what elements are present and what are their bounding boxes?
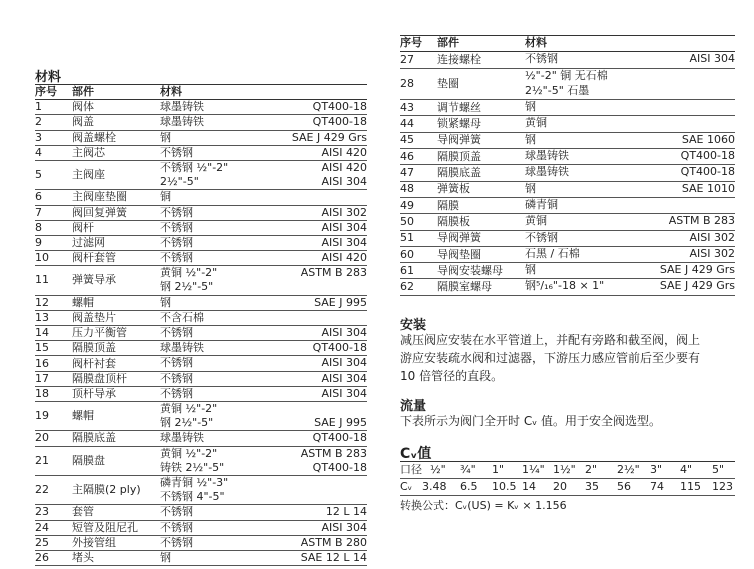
row-spec: AISI 304 <box>321 356 367 370</box>
row-part: 隔膜室螺母 <box>437 280 492 294</box>
table-row <box>35 356 367 371</box>
row-material: 黄铜 ½"-2" <box>160 266 218 280</box>
row-material: 铜 <box>160 190 171 204</box>
row-part: 调节螺丝 <box>437 100 481 114</box>
row-material: 黄铜 <box>525 116 547 130</box>
row-material: 黄铜 <box>525 214 547 228</box>
materials-table-right <box>400 35 735 296</box>
materials-table-left <box>35 84 367 566</box>
row-spec: SAE 1060 <box>681 132 735 146</box>
row-spec: AISI 420 <box>321 145 367 159</box>
row-num: 15 <box>35 341 49 355</box>
row-num: 16 <box>35 356 49 370</box>
install-title: 安装 <box>400 318 427 333</box>
row-material: 不锈钢 ½"-2" <box>160 160 229 174</box>
table-row <box>35 146 367 161</box>
table-row <box>400 149 735 165</box>
header-part: 部件 <box>72 85 94 98</box>
table-row <box>35 236 367 251</box>
cv-size: ½" <box>430 463 446 476</box>
table-row <box>35 161 367 190</box>
table-row <box>400 116 735 132</box>
row-num: 13 <box>35 310 49 324</box>
row-spec: SAE J 429 Grs <box>659 263 735 277</box>
table-row <box>35 296 367 311</box>
row-part: 主阀座垫圈 <box>72 190 127 204</box>
row-part: 阀杆套管 <box>72 251 116 265</box>
cv-value: 20 <box>553 480 567 493</box>
cv-value: 35 <box>585 480 599 493</box>
row-material: 钢 <box>525 181 536 195</box>
row-material: 球墨铸铁 <box>160 431 204 445</box>
row-num: 27 <box>400 52 414 66</box>
cv-table <box>400 461 735 496</box>
row-material: 不锈钢 <box>525 230 558 244</box>
row-num: 14 <box>35 326 49 340</box>
table-row <box>35 326 367 341</box>
table-row <box>35 551 367 566</box>
row-part: 隔膜板 <box>437 214 470 228</box>
row-part: 弹簧导承 <box>72 273 116 287</box>
row-part: 过滤网 <box>72 235 105 249</box>
row-spec: AISI 420 <box>321 251 367 265</box>
table-row <box>35 431 367 446</box>
table-row <box>400 133 735 149</box>
row-part: 主阀座 <box>72 168 105 182</box>
row-spec: AISI 302 <box>321 205 367 219</box>
row-spec: AISI 304 <box>321 386 367 400</box>
row-num: 8 <box>35 220 42 234</box>
row-material: 不锈钢 <box>160 535 193 549</box>
header-material: 材料 <box>160 85 182 98</box>
row-part: 导阀弹簧 <box>437 133 481 147</box>
row-material: 钢 <box>160 550 171 564</box>
row-num: 22 <box>35 483 49 497</box>
row-num: 28 <box>400 76 414 90</box>
row-num: 45 <box>400 133 414 147</box>
row-num: 1 <box>35 100 42 114</box>
row-num: 24 <box>35 520 49 534</box>
table-row <box>400 165 735 181</box>
table-row <box>35 521 367 536</box>
row-material: 不锈钢 <box>160 220 193 234</box>
cv-value: 74 <box>650 480 664 493</box>
header-material: 材料 <box>525 36 547 49</box>
row-material: 球墨铸铁 <box>525 165 569 179</box>
header-num: 序号 <box>35 85 57 98</box>
row-material: 钢 <box>525 263 536 277</box>
row-num: 9 <box>35 235 42 249</box>
table-row <box>35 221 367 236</box>
row-spec: SAE 1010 <box>681 181 735 195</box>
row-part: 阀盖 <box>72 115 94 129</box>
row-num: 43 <box>400 100 414 114</box>
row-num: 18 <box>35 386 49 400</box>
row-num: 47 <box>400 166 414 180</box>
table-row <box>35 476 367 505</box>
table-row <box>400 100 735 116</box>
install-line: 减压阀应安装在水平管道上，并配有旁路和截至阀，阀上 <box>400 333 701 347</box>
row-material: 不锈钢 <box>160 505 193 519</box>
row-part: 主阀芯 <box>72 145 105 159</box>
table-row <box>35 266 367 295</box>
row-part: 压力平衡管 <box>72 326 127 340</box>
row-num: 6 <box>35 190 42 204</box>
row-part: 隔膜顶盖 <box>437 149 481 163</box>
row-material: 石黑 / 石棉 <box>525 246 580 260</box>
row-material: 钢 <box>160 130 171 144</box>
row-part: 导阀垫圈 <box>437 247 481 261</box>
cv-value-label: Cᵥ <box>400 480 413 493</box>
table-row <box>400 214 735 230</box>
row-part: 螺帽 <box>72 295 94 309</box>
row-part: 导阀安装螺母 <box>437 263 503 277</box>
row-material: 钢 2½"-5" <box>160 416 214 430</box>
install-line: 游应安装疏水阀和过滤器，下游压力感应管前后至少要有 <box>400 351 701 365</box>
row-part: 垫圈 <box>437 76 459 90</box>
row-spec: AISI 302 <box>689 246 735 260</box>
table-row <box>35 341 367 356</box>
table-row <box>35 206 367 221</box>
row-part: 弹簧板 <box>437 182 470 196</box>
table-row <box>400 52 735 68</box>
install-text <box>400 331 700 385</box>
cv-formula: 转换公式：Cᵥ(US) = Kᵥ × 1.156 <box>400 499 567 512</box>
row-num: 5 <box>35 168 42 182</box>
cv-title: Cᵥ值 <box>400 446 432 462</box>
row-material: 不锈钢 <box>160 251 193 265</box>
row-part: 堵头 <box>72 550 94 564</box>
row-part: 隔膜 <box>437 198 459 212</box>
row-material: 不锈钢 <box>160 371 193 385</box>
row-part: 阀杆 <box>72 220 94 234</box>
cv-size: ¾" <box>460 463 476 476</box>
row-material: 球墨铸铁 <box>160 341 204 355</box>
header-part: 部件 <box>437 36 459 49</box>
row-spec: 12 L 14 <box>325 505 367 519</box>
row-material: 球墨铸铁 <box>525 149 569 163</box>
table-row <box>35 131 367 146</box>
cv-value: 3.48 <box>422 480 447 493</box>
row-part: 外接管组 <box>72 535 116 549</box>
row-part: 连接螺栓 <box>437 52 481 66</box>
row-spec: QT400-18 <box>312 115 367 129</box>
row-spec: QT400-18 <box>312 341 367 355</box>
row-material: 黄铜 ½"-2" <box>160 446 218 460</box>
cv-size: 1½" <box>553 463 576 476</box>
row-spec: AISI 304 <box>689 52 735 66</box>
row-spec: AISI 304 <box>321 326 367 340</box>
row-spec: ASTM B 283 <box>300 446 367 460</box>
row-spec: AISI 304 <box>321 371 367 385</box>
cv-size: 3" <box>650 463 663 476</box>
row-material: 磷青铜 <box>525 197 558 211</box>
cv-size-row <box>400 461 735 479</box>
table-row <box>35 100 367 115</box>
row-material: 不含石棉 <box>160 310 204 324</box>
row-num: 7 <box>35 205 42 219</box>
table-row <box>35 402 367 431</box>
row-num: 44 <box>400 117 414 131</box>
row-spec: SAE J 429 Grs <box>659 279 735 293</box>
row-part: 阀回复弹簧 <box>72 205 127 219</box>
row-material: 不锈钢 <box>160 326 193 340</box>
row-num: 10 <box>35 251 49 265</box>
row-material: 不锈钢 <box>160 386 193 400</box>
row-part: 套管 <box>72 505 94 519</box>
cv-value: 56 <box>617 480 631 493</box>
row-material: 不锈钢 4"-5" <box>160 490 225 504</box>
row-material: 钢 <box>160 295 171 309</box>
row-spec: AISI 302 <box>689 230 735 244</box>
row-material: 钢 <box>525 100 536 114</box>
table-row <box>35 447 367 476</box>
table-row <box>35 536 367 551</box>
row-material: 钢 <box>525 132 536 146</box>
cv-value-row <box>400 479 735 496</box>
row-num: 19 <box>35 409 49 423</box>
cv-size: 1¼" <box>522 463 545 476</box>
row-part: 阀盖垫片 <box>72 310 116 324</box>
row-num: 12 <box>35 295 49 309</box>
cv-value: 14 <box>522 480 536 493</box>
row-spec: AISI 420 <box>321 160 367 174</box>
cv-value: 6.5 <box>460 480 478 493</box>
row-material: 黄铜 ½"-2" <box>160 401 218 415</box>
row-num: 21 <box>35 453 49 467</box>
row-material: 不锈钢 <box>160 235 193 249</box>
row-material: 2½"-5" 石墨 <box>525 83 590 97</box>
row-part: 隔膜盘 <box>72 453 105 467</box>
table-row <box>35 115 367 130</box>
cv-size-label: 口径 <box>400 463 422 476</box>
cv-value: 10.5 <box>492 480 517 493</box>
row-spec: SAE 12 L 14 <box>300 550 367 564</box>
row-part: 顶杆导承 <box>72 386 116 400</box>
row-material: 不锈钢 <box>160 205 193 219</box>
row-part: 主隔膜(2 ply) <box>72 483 141 497</box>
flow-text: 下表所示为阀门全开时 Cᵥ 值。用于安全阀选型。 <box>400 414 662 428</box>
row-spec: AISI 304 <box>321 220 367 234</box>
row-material: 不锈钢 <box>160 520 193 534</box>
row-num: 2 <box>35 115 42 129</box>
row-material: 球墨铸铁 <box>160 100 204 114</box>
row-num: 17 <box>35 371 49 385</box>
cv-size: 1" <box>492 463 505 476</box>
header-num: 序号 <box>400 36 422 49</box>
row-spec: QT400-18 <box>680 149 735 163</box>
cv-size: 5" <box>712 463 725 476</box>
materials-title: 材料 <box>35 70 62 85</box>
row-spec: QT400-18 <box>312 100 367 114</box>
table-row <box>35 251 367 266</box>
table-row <box>400 69 735 101</box>
row-material: 磷青铜 ½"-3" <box>160 475 229 489</box>
row-num: 60 <box>400 247 414 261</box>
row-spec: ASTM B 280 <box>300 535 367 549</box>
row-material: 不锈钢 <box>160 145 193 159</box>
table-row <box>35 505 367 520</box>
row-material: 钢⁵/₁₆"-18 × 1" <box>525 279 605 293</box>
flow-title: 流量 <box>400 399 427 414</box>
row-num: 61 <box>400 263 414 277</box>
table-row <box>400 231 735 247</box>
table-row <box>400 198 735 214</box>
row-part: 隔膜盘顶杆 <box>72 371 127 385</box>
table-row <box>400 182 735 198</box>
install-line: 10 倍管径的直段。 <box>400 369 504 383</box>
row-num: 49 <box>400 198 414 212</box>
row-num: 46 <box>400 149 414 163</box>
row-num: 3 <box>35 130 42 144</box>
row-material: 钢 2½"-5" <box>160 280 214 294</box>
row-spec: SAE J 995 <box>314 416 367 430</box>
row-part: 螺帽 <box>72 409 94 423</box>
row-num: 23 <box>35 505 49 519</box>
row-num: 51 <box>400 231 414 245</box>
table-row <box>35 372 367 387</box>
row-material: 2½"-5" <box>160 175 199 189</box>
row-spec: QT400-18 <box>312 431 367 445</box>
row-num: 25 <box>35 535 49 549</box>
row-spec: AISI 304 <box>321 235 367 249</box>
cv-value: 123 <box>712 480 733 493</box>
row-num: 48 <box>400 182 414 196</box>
row-num: 20 <box>35 431 49 445</box>
row-material: 不锈钢 <box>160 356 193 370</box>
table-row <box>400 263 735 279</box>
row-num: 62 <box>400 280 414 294</box>
row-material: 铸铁 2½"-5" <box>160 460 225 474</box>
cv-size: 2" <box>585 463 598 476</box>
row-spec: ASTM B 283 <box>668 214 735 228</box>
table-header <box>400 35 735 52</box>
row-part: 阀杆衬套 <box>72 356 116 370</box>
row-material: 球墨铸铁 <box>160 115 204 129</box>
row-num: 4 <box>35 145 42 159</box>
row-num: 11 <box>35 273 49 287</box>
row-spec: AISI 304 <box>321 175 367 189</box>
row-part: 隔膜底盖 <box>72 431 116 445</box>
row-num: 50 <box>400 214 414 228</box>
table-header <box>35 84 367 100</box>
row-spec: QT400-18 <box>680 165 735 179</box>
row-part: 短管及阻尼孔 <box>72 520 138 534</box>
cv-size: 2½" <box>617 463 640 476</box>
table-row <box>400 279 735 295</box>
row-part: 隔膜顶盖 <box>72 341 116 355</box>
row-part: 隔膜底盖 <box>437 166 481 180</box>
cv-size: 4" <box>680 463 693 476</box>
row-part: 阀盖螺栓 <box>72 130 116 144</box>
table-row <box>35 311 367 326</box>
row-part: 导阀弹簧 <box>437 231 481 245</box>
row-part: 锁紧螺母 <box>437 117 481 131</box>
row-spec: SAE J 429 Grs <box>291 130 367 144</box>
row-spec: SAE J 995 <box>314 295 367 309</box>
row-num: 26 <box>35 550 49 564</box>
row-spec: AISI 304 <box>321 520 367 534</box>
cv-value: 115 <box>680 480 701 493</box>
row-spec: QT400-18 <box>312 460 367 474</box>
table-row <box>35 387 367 402</box>
row-material: ½"-2" 铜 无石棉 <box>525 68 608 82</box>
table-row <box>35 190 367 205</box>
row-part: 阀体 <box>72 100 94 114</box>
table-row <box>400 247 735 263</box>
row-spec: ASTM B 283 <box>300 266 367 280</box>
row-material: 不锈钢 <box>525 52 558 66</box>
